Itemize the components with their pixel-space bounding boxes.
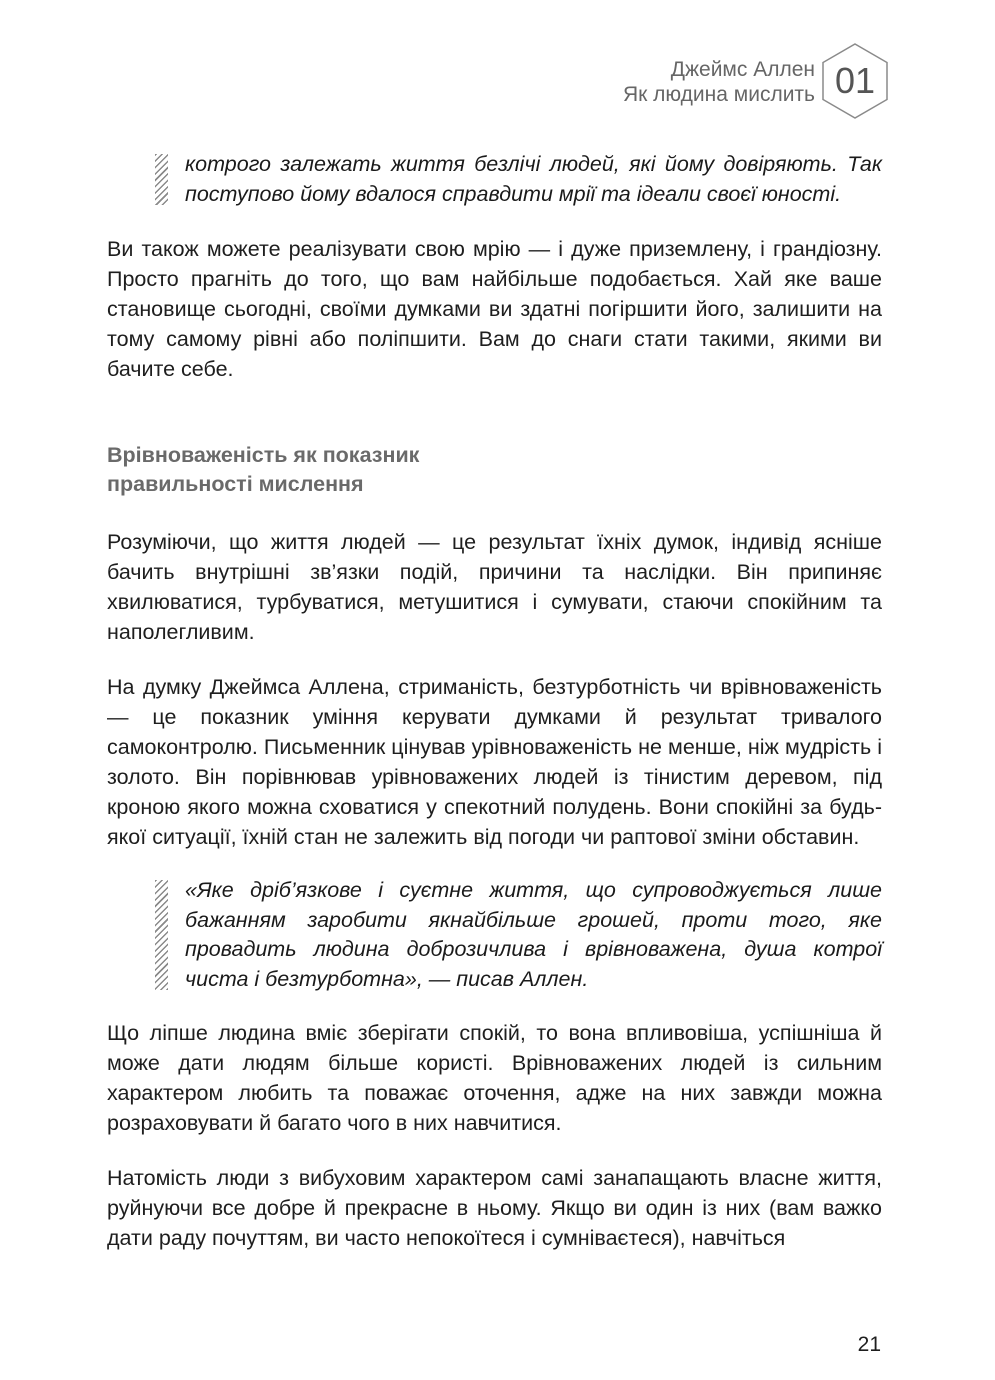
header-book-title: Як людина мислить — [622, 83, 815, 106]
page-number: 21 — [857, 1333, 881, 1356]
chapter-badge — [820, 42, 890, 120]
block-quote — [107, 876, 882, 994]
page-content — [107, 150, 882, 1253]
quote-text: котрого залежать життя безлічі людей, які йому довіряють. Так поступово йому вдалося справдити мрії та ідеали своєї юності. — [185, 152, 882, 206]
block-quote — [107, 150, 882, 209]
paragraph: Ви також можете реалізувати свою мрію — і дуже приземлену, і грандіозну. Просто прагніть до того, що вам найбільше подобається. Хай яке ваше становище сьогодні, своїми думками ви здатні погіршити його, залишити на тому самому рівні або поліпшити. Вам до снаги стати такими, якими ви бачите себе. — [107, 237, 882, 381]
chapter-number: 01 — [834, 60, 876, 101]
section-heading — [107, 441, 882, 499]
quote-bar-icon — [155, 880, 168, 990]
paragraph: На думку Джеймса Аллена, стриманість, безтурботність чи врівноваженість — це показник уміння керувати думками й результат тривалого самоконтролю. Письменник цінував урівноваженість не менше, ніж мудрість і золото. Він порівнював урівноважених людей із тінистим деревом, під кроною якого можна сховатися у спекотний полудень. Вони спокійні за будь-якої ситуації, їхній стан не залежить від погоди чи раптової зміни обставин. — [107, 675, 882, 849]
paragraph: Розуміючи, що життя людей — це результат їхніх думок, індивід ясніше бачить внутрішні зв’язки подій, причини та наслідки. Він припиняє хвилюватися, турбуватися, метушитися і сумувати, стаючи спокійним та наполегливим. — [107, 530, 882, 644]
paragraph: Що ліпше людина вміє зберігати спокій, то вона впливовіша, успішніша й може дати людям більше користі. Врівноважених людей із сильним характером любить та поважає оточення, адже на них завжди можна розраховувати й багато чого в них навчитися. — [107, 1021, 882, 1135]
section-heading-line: Врівноваженість як показник — [107, 443, 420, 467]
quote-bar-icon — [155, 154, 168, 205]
section-heading-line: правильності мислення — [107, 472, 364, 496]
quote-text: «Яке дріб’язкове і суєтне життя, що супроводжується лише бажанням заробити якнайбільше грошей, проти того, яке провадить людина доброзичлива і врівноважена, душа котрої чиста і безтурботна», — писав Аллен. — [185, 878, 882, 991]
paragraph: Натомість люди з вибуховим характером самі занапащають власне життя, руйнуючи все добре й прекрасне в ньому. Якщо ви один із них (вам важко дати раду почуттям, ви часто непокоїтеся і сумніваєтеся), навчіться — [107, 1166, 882, 1250]
running-header — [623, 57, 815, 107]
header-author: Джеймс Аллен — [670, 58, 815, 81]
